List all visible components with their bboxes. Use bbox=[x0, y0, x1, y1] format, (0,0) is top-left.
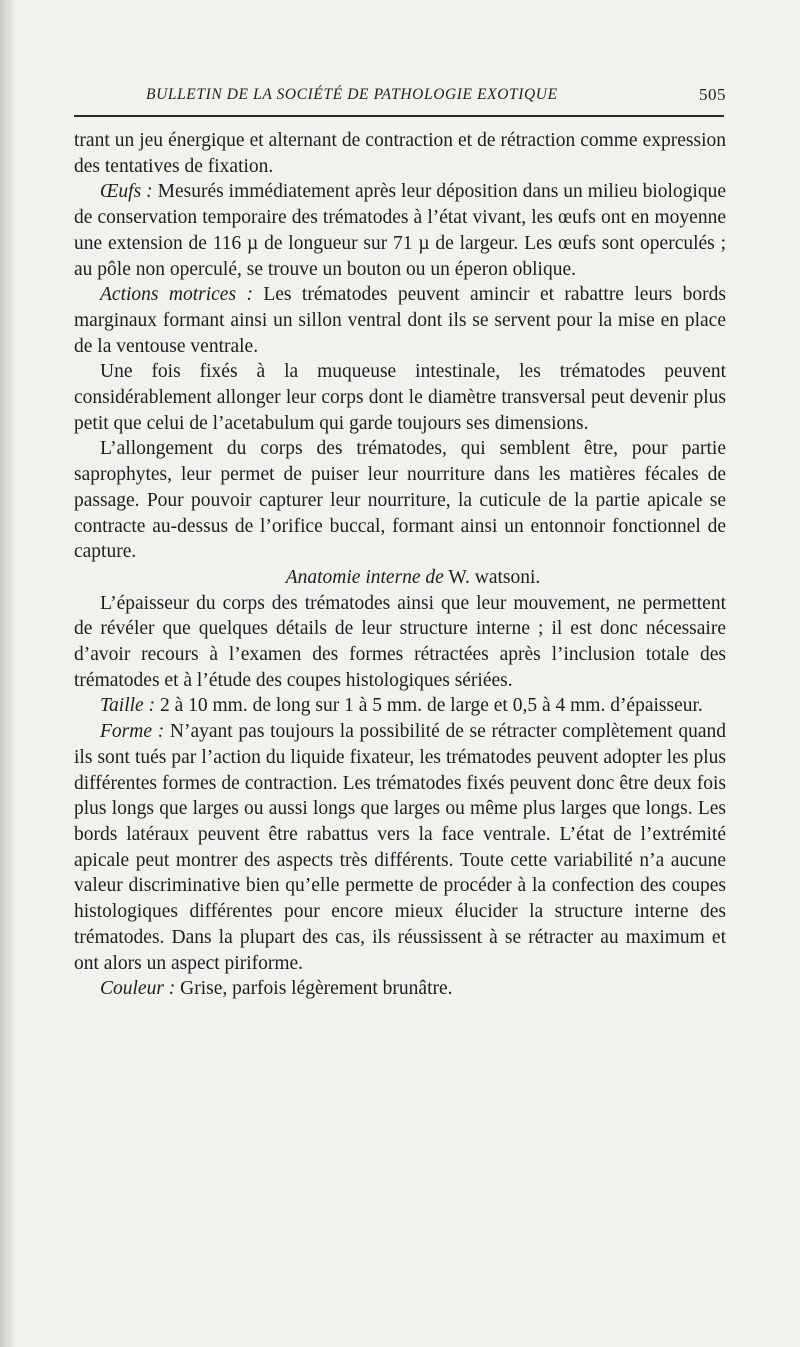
paragraph bbox=[74, 359, 726, 436]
paragraph-text: N’ayant pas toujours la possibilité de se rétracter complètement quand ils sont tués par l’action du liquide fixateur, les trématodes peuvent adopter les plus différentes formes de contraction. Les trématodes fixés peuvent donc être deux fois plus longs que larges ou aussi longs que larges ou même plus larges que longs. Les bords latéraux peuvent être rabattus vers la face ventrale. L’état de l’extrémité apicale peut montrer des aspects très différents. Toute cette variabilité n’a aucune valeur discriminative bien qu’elle permette de procéder à la confection des coupes histologiques différentes pour encore mieux élucider la structure interne des trématodes. Dans la plupart des cas, ils réussissent à se rétracter au maximum et ont alors un aspect piriforme. bbox=[74, 721, 726, 974]
paragraph-text: Mesurés immédiatement après leur déposition dans un milieu biologique de conservation temporaire des trématodes à l’état vivant, les œufs ont en moyenne une extension de 116 µ de longueur sur 71 µ de largeur. Les œufs sont operculés ; au pôle non operculé, se trouve un bouton ou un éperon oblique. bbox=[74, 181, 726, 280]
section-heading bbox=[74, 565, 726, 591]
paragraph-label: Actions motrices : bbox=[100, 284, 253, 306]
paragraph-text: L’allongement du corps des trématodes, qui semblent être, pour partie saprophytes, leur permet de puiser leur nourriture dans les matières fécales de passage. Pour pouvoir capturer leur nourriture, la cuticule de la partie apicale se contracte au-dessus de l’orifice buccal, formant ainsi un entonnoir fonctionnel de capture. bbox=[74, 438, 726, 563]
paragraph bbox=[74, 591, 726, 694]
paragraph bbox=[74, 436, 726, 565]
paragraph bbox=[74, 719, 726, 976]
body-text bbox=[74, 128, 726, 1002]
running-title: BULLETIN DE LA SOCIÉTÉ DE PATHOLOGIE EXOTIQUE bbox=[146, 86, 558, 103]
page-number: 505 bbox=[699, 85, 726, 104]
section-heading-italic: Anatomie interne de bbox=[285, 566, 444, 588]
paragraph-label: Œufs : bbox=[100, 181, 153, 203]
paragraph-label: Forme : bbox=[100, 721, 165, 743]
paragraph-text: Les trématodes peuvent amincir et rabattre leurs bords marginaux formant ainsi un sillon ventral dont ils se servent pour la mise en place de la ventouse ventrale. bbox=[74, 284, 727, 357]
paragraph bbox=[74, 282, 726, 359]
paragraph bbox=[74, 179, 726, 282]
section-heading-roman: W. watsoni. bbox=[443, 566, 541, 588]
paragraph-text: Grise, parfois légèrement brunâtre. bbox=[175, 978, 453, 1000]
paragraph-label: Couleur : bbox=[100, 978, 176, 1000]
page-edge-shadow bbox=[0, 0, 14, 1347]
paragraph-text: L’épaisseur du corps des trématodes ainsi que leur mouvement, ne permettent de révéler que quelques détails de leur structure interne ; il est donc nécessaire d’avoir recours à l’examen des formes rétractées après l’inclusion totale des trématodes et à l’étude des coupes histologiques sériées. bbox=[74, 592, 726, 691]
paragraph-label: Taille : bbox=[100, 695, 156, 717]
running-header bbox=[74, 86, 730, 110]
paragraph-text: 2 à 10 mm. de long sur 1 à 5 mm. de large et 0,5 à 4 mm. d’épaisseur. bbox=[155, 695, 703, 717]
paragraph-text: Une fois fixés à la muqueuse intestinale, les trématodes peuvent considérablement allonger leur corps dont le diamètre transversal peut devenir plus petit que celui de l’acetabulum qui garde toujours ses dimensions. bbox=[74, 361, 726, 434]
paragraph bbox=[74, 976, 726, 1002]
header-rule bbox=[74, 115, 724, 117]
paragraph bbox=[74, 128, 726, 179]
paragraph-text: trant un jeu énergique et alternant de contraction et de rétraction comme expression des tentatives de fixation. bbox=[74, 130, 726, 177]
paragraph bbox=[74, 693, 726, 719]
